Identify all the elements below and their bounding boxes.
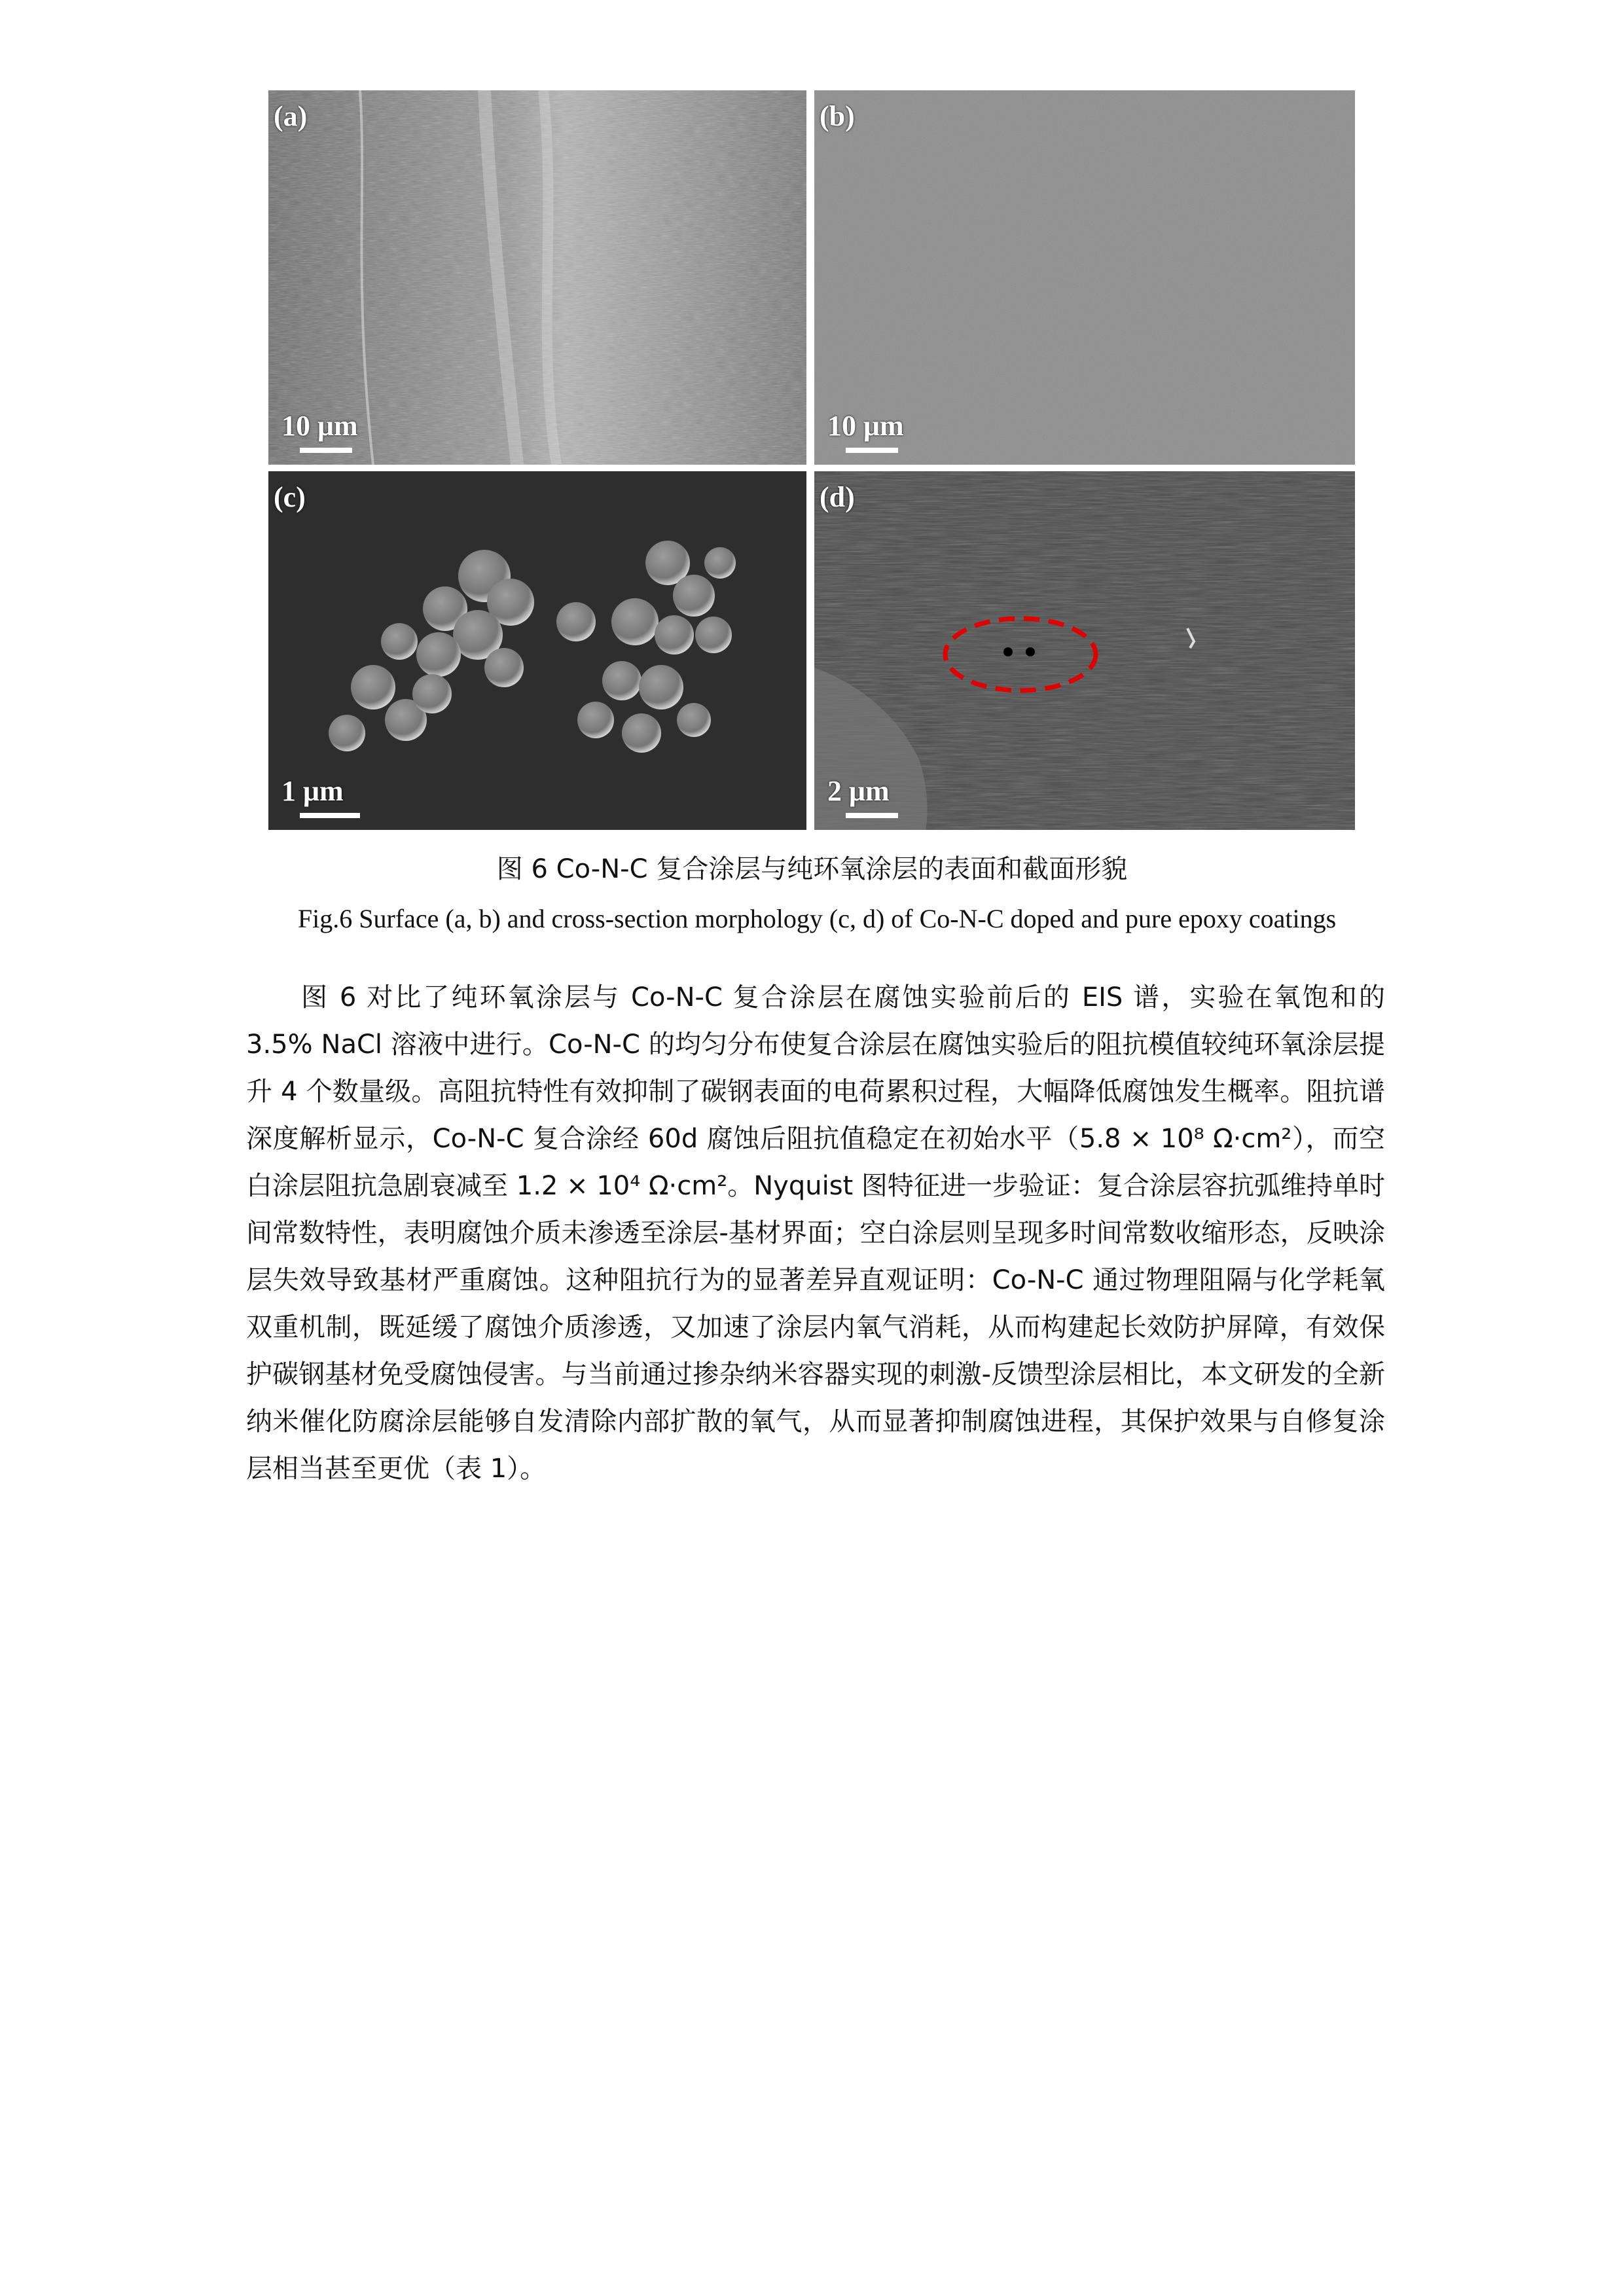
sem-panel-c xyxy=(268,471,806,830)
scale-label-a: 10 μm xyxy=(281,410,358,442)
figure-6 xyxy=(268,90,1355,830)
scale-line-c xyxy=(300,813,360,818)
figure-caption-chinese: 图 6 Co-N-C 复合涂层与纯环氧涂层的表面和截面形貌 xyxy=(496,854,1128,884)
sem-panel-d xyxy=(814,471,1355,830)
panel-label-a: (a) xyxy=(274,100,308,132)
scale-bar-a xyxy=(281,409,358,453)
scale-label-c: 1 μm xyxy=(281,775,344,807)
figure-caption-english: Fig.6 Surface (a, b) and cross-section morphology (c, d) of Co-N-C doped and pure epoxy coatings xyxy=(297,904,1337,933)
scale-label-b: 10 μm xyxy=(827,410,904,442)
scale-line-d xyxy=(846,813,898,818)
scale-line-a xyxy=(300,448,352,453)
scale-label-d: 2 μm xyxy=(827,775,890,807)
sem-panel-a xyxy=(268,90,806,465)
panel-label-d: (d) xyxy=(820,481,855,513)
scale-bar-b xyxy=(827,409,904,453)
sem-panel-b xyxy=(814,90,1355,465)
panel-label-b: (b) xyxy=(820,100,855,132)
scale-bar-c xyxy=(281,774,360,818)
body-paragraph: 图 6 对比了纯环氧涂层与 Co-N-C 复合涂层在腐蚀实验前后的 EIS 谱，实验在氧饱和的 3.5% NaCl 溶液中进行。Co-N-C 的均匀分布使复合涂层在腐蚀实验后的阻抗模值较纯环氧涂层提升 4 个数量级。高阻抗特性有效抑制了碳钢表面的电荷累积过程，大幅降低腐蚀发生概率。阻抗谱深度解析显示，Co-N-C 复合涂经 60d 腐蚀后阻抗值稳定在初始水平（5.8 × 10⁸ Ω·cm²），而空白涂层阻抗急剧衰减至 1.2 × 10⁴ Ω·cm²。Nyquist 图特征进一步验证：复合涂层容抗弧维持单时间常数特性，表明腐蚀介质未渗透至涂层-基材界面；空白涂层则呈现多时间常数收缩形态，反映涂层失效导致基材严重腐蚀。这种阻抗行为的显著差异直观证明：Co-N-C 通过物理阻隔与化学耗氧双重机制，既延缓了腐蚀介质渗透，又加速了涂层内氧气消耗，从而构建起长效防护屏障，有效保护碳钢基材免受腐蚀侵害。与当前通过掺杂纳米容器实现的刺激-反馈型涂层相比，本文研发的全新纳米催化防腐涂层能够自发清除内部扩散的氧气，从而显著抑制腐蚀进程，其保护效果与自修复涂层相当甚至更优（表 1）。 xyxy=(246,982,1385,1484)
scale-bar-d xyxy=(827,774,898,818)
scale-line-b xyxy=(846,448,898,453)
panel-label-c: (c) xyxy=(274,481,306,513)
